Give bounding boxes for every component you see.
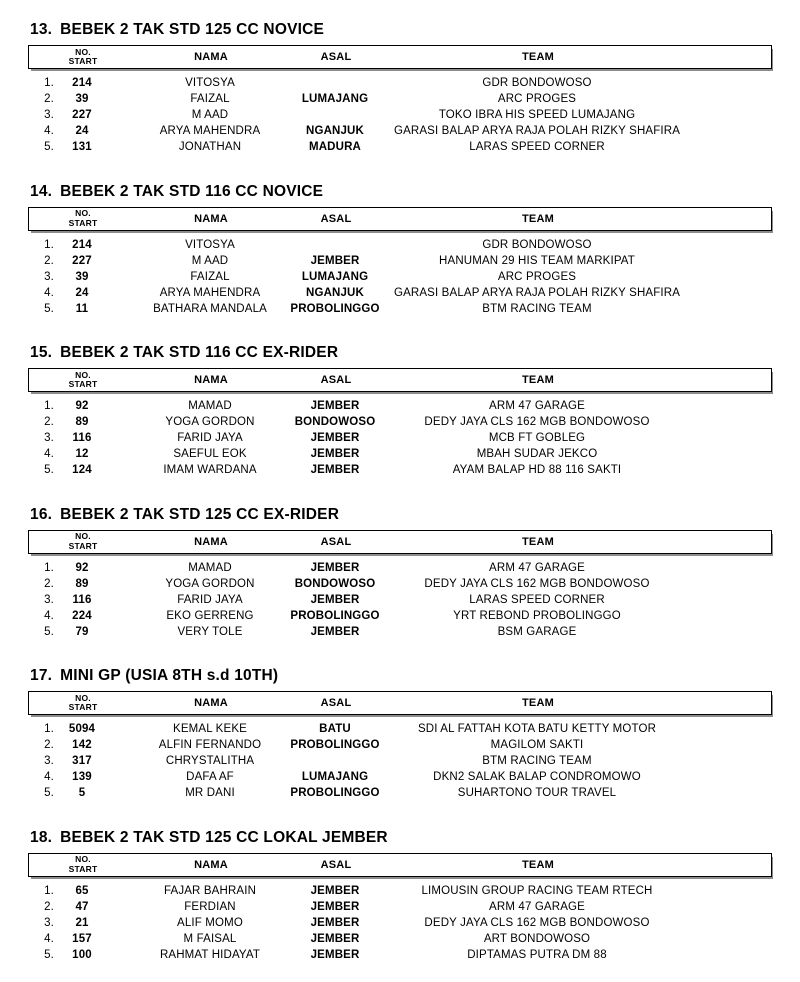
cell-row-number: 2. <box>44 900 54 913</box>
cell-row-number: 2. <box>44 577 54 590</box>
cell-start-number: 227 <box>72 254 92 267</box>
table-body <box>28 721 772 801</box>
table-row <box>28 769 772 785</box>
cell-team: LIMOUSIN GROUP RACING TEAM RTECH <box>421 884 653 897</box>
table-row <box>28 915 772 931</box>
table-row <box>28 737 772 753</box>
cell-row-number: 4. <box>44 448 54 460</box>
table-row <box>28 753 772 769</box>
cell-rider-name: MR DANI <box>185 787 235 799</box>
cell-row-number: 1. <box>44 723 54 735</box>
cell-start-number: 5094 <box>68 723 96 735</box>
cell-row-number: 2. <box>44 416 54 428</box>
table-body <box>28 883 772 963</box>
cell-row-number: 1. <box>44 77 54 89</box>
cell-row-number: 3. <box>44 593 54 606</box>
cell-rider-name: FAIZAL <box>190 93 230 105</box>
column-header-asal: ASAL <box>320 697 352 709</box>
column-header-nama: NAMA <box>194 374 228 386</box>
table-row <box>28 75 772 91</box>
cell-row-number: 2. <box>44 254 54 267</box>
cell-team: DIPTAMAS PUTRA DM 88 <box>467 948 607 961</box>
table-row <box>28 899 772 915</box>
column-header-asal: ASAL <box>320 212 352 225</box>
table-row <box>28 462 772 478</box>
table-row <box>28 883 772 899</box>
section-title-text: BEBEK 2 TAK STD 116 CC NOVICE <box>60 182 324 200</box>
cell-team: SDI AL FATTAH KOTA BATU KETTY MOTOR <box>417 723 657 735</box>
table-row <box>28 301 772 317</box>
cell-row-number: 5. <box>44 625 54 638</box>
cell-rider-name: ARYA MAHENDRA <box>159 286 261 299</box>
race-class-section <box>28 344 772 478</box>
column-header-team: TEAM <box>522 858 554 871</box>
cell-team: ARM 47 GARAGE <box>489 561 585 574</box>
table-row <box>28 785 772 801</box>
table-row <box>28 253 772 269</box>
cell-rider-name: FERDIAN <box>184 900 236 913</box>
cell-origin: JEMBER <box>310 900 360 913</box>
cell-origin: JEMBER <box>310 593 360 606</box>
cell-row-number: 5. <box>44 948 54 961</box>
cell-rider-name: DAFA AF <box>186 771 234 783</box>
cell-team: SUHARTONO TOUR TRAVEL <box>457 787 617 799</box>
cell-row-number: 3. <box>44 109 54 121</box>
cell-team: DEDY JAYA CLS 162 MGB BONDOWOSO <box>424 577 650 590</box>
column-header-start: START <box>68 863 98 874</box>
cell-team: MBAH SUDAR JEKCO <box>476 448 598 460</box>
cell-row-number: 4. <box>44 771 54 783</box>
column-header-no-start <box>59 48 107 67</box>
cell-origin: JEMBER <box>310 432 360 444</box>
cell-origin: NGANJUK <box>306 286 364 299</box>
cell-rider-name: M AAD <box>191 109 229 121</box>
cell-rider-name: KEMAL KEKE <box>173 723 247 735</box>
cell-team: ARM 47 GARAGE <box>489 900 585 913</box>
cell-start-number: 47 <box>75 900 89 913</box>
cell-rider-name: BATHARA MANDALA <box>153 302 267 315</box>
cell-rider-name: M AAD <box>191 254 229 267</box>
cell-start-number: 12 <box>75 448 89 460</box>
table-row <box>28 123 772 139</box>
cell-start-number: 131 <box>72 141 92 153</box>
cell-start-number: 116 <box>72 593 92 606</box>
table-row <box>28 285 772 301</box>
cell-origin: JEMBER <box>310 254 360 267</box>
cell-team: GDR BONDOWOSO <box>482 238 592 251</box>
section-number: 18. <box>30 828 53 846</box>
section-title-text: BEBEK 2 TAK STD 125 CC NOVICE <box>60 21 325 38</box>
cell-rider-name: VITOSYA <box>185 238 235 251</box>
cell-team: BTM RACING TEAM <box>482 302 592 315</box>
cell-origin: PROBOLINGGO <box>290 302 380 315</box>
cell-origin: BONDOWOSO <box>294 577 376 590</box>
cell-row-number: 4. <box>44 609 54 622</box>
column-header-no: NO. <box>75 46 91 57</box>
table-row <box>28 91 772 107</box>
table-header-row <box>28 45 772 69</box>
section-title <box>30 344 772 360</box>
cell-team: ARM 47 GARAGE <box>489 400 585 412</box>
cell-start-number: 317 <box>72 755 92 767</box>
cell-start-number: 157 <box>72 932 92 945</box>
column-header-no-start <box>59 532 107 551</box>
cell-rider-name: FARID JAYA <box>177 593 243 606</box>
section-title-text: BEBEK 2 TAK STD 125 CC EX-RIDER <box>60 505 340 523</box>
cell-start-number: 65 <box>75 884 89 897</box>
section-number: 17. <box>30 667 53 684</box>
cell-start-number: 116 <box>72 432 92 444</box>
cell-rider-name: M FAISAL <box>183 932 237 945</box>
cell-start-number: 11 <box>75 302 89 315</box>
cell-row-number: 5. <box>44 787 54 799</box>
column-header-asal: ASAL <box>320 374 352 386</box>
cell-origin: BATU <box>319 723 351 735</box>
column-header-no: NO. <box>75 369 91 380</box>
table-row <box>28 624 772 640</box>
table-header-row <box>28 207 772 231</box>
table-row <box>28 398 772 414</box>
table-row <box>28 430 772 446</box>
cell-start-number: 214 <box>72 77 92 89</box>
section-number: 13. <box>30 21 53 38</box>
cell-start-number: 24 <box>75 286 89 299</box>
table-row <box>28 107 772 123</box>
cell-row-number: 5. <box>44 302 54 315</box>
cell-row-number: 1. <box>44 561 54 574</box>
cell-origin: PROBOLINGGO <box>290 739 380 751</box>
cell-rider-name: ALIF MOMO <box>177 916 243 929</box>
column-header-start: START <box>68 540 98 551</box>
cell-rider-name: SAEFUL EOK <box>173 448 247 460</box>
race-class-section <box>28 506 772 640</box>
cell-origin: JEMBER <box>310 884 360 897</box>
section-title <box>30 667 772 683</box>
cell-start-number: 139 <box>72 771 92 783</box>
cell-origin: JEMBER <box>310 948 360 961</box>
column-header-team: TEAM <box>522 535 554 548</box>
column-header-start: START <box>68 702 98 712</box>
cell-rider-name: VITOSYA <box>185 77 235 89</box>
table-header-row <box>28 853 772 877</box>
table-row <box>28 414 772 430</box>
column-header-nama: NAMA <box>194 212 228 225</box>
table-body <box>28 398 772 478</box>
column-header-nama: NAMA <box>194 535 228 548</box>
cell-start-number: 224 <box>72 609 92 622</box>
cell-team: MAGILOM SAKTI <box>490 739 584 751</box>
table-header-row <box>28 691 772 715</box>
cell-start-number: 124 <box>72 464 92 476</box>
cell-origin: PROBOLINGGO <box>290 609 380 622</box>
cell-start-number: 214 <box>72 238 92 251</box>
cell-row-number: 2. <box>44 93 54 105</box>
column-header-no-start <box>59 209 107 228</box>
cell-start-number: 5 <box>78 787 86 799</box>
cell-team: GDR BONDOWOSO <box>482 77 592 89</box>
section-title <box>30 21 772 37</box>
column-header-team: TEAM <box>522 212 554 225</box>
cell-team: LARAS SPEED CORNER <box>469 141 605 153</box>
cell-row-number: 4. <box>44 125 54 137</box>
section-title <box>30 183 772 199</box>
cell-start-number: 100 <box>72 948 92 961</box>
table-row <box>28 139 772 155</box>
cell-start-number: 142 <box>72 739 92 751</box>
cell-row-number: 4. <box>44 286 54 299</box>
column-header-asal: ASAL <box>320 535 352 548</box>
cell-rider-name: YOGA GORDON <box>165 416 255 428</box>
cell-team: DEDY JAYA CLS 162 MGB BONDOWOSO <box>424 916 650 929</box>
table-row <box>28 608 772 624</box>
cell-origin: LUMAJANG <box>301 93 369 105</box>
table-row <box>28 560 772 576</box>
section-title-text: BEBEK 2 TAK STD 125 CC LOKAL JEMBER <box>60 828 388 846</box>
cell-team: HANUMAN 29 HIS TEAM MARKIPAT <box>439 254 635 267</box>
table-body <box>28 237 772 317</box>
column-header-no: NO. <box>75 692 91 703</box>
cell-team: AYAM BALAP HD 88 116 SAKTI <box>452 464 622 476</box>
cell-team: BSM GARAGE <box>497 625 577 638</box>
column-header-no: NO. <box>75 208 91 218</box>
cell-origin: JEMBER <box>310 464 360 476</box>
cell-rider-name: IMAM WARDANA <box>163 464 257 476</box>
cell-rider-name: EKO GERRENG <box>166 609 254 622</box>
cell-team: MCB FT GOBLEG <box>488 432 586 444</box>
cell-start-number: 24 <box>75 125 89 137</box>
cell-start-number: 79 <box>75 625 89 638</box>
cell-origin: JEMBER <box>310 561 360 574</box>
column-header-team: TEAM <box>522 697 554 709</box>
cell-origin: MADURA <box>309 141 362 153</box>
column-header-team: TEAM <box>522 51 554 63</box>
cell-team: ARC PROGES <box>497 93 577 105</box>
cell-start-number: 39 <box>75 93 89 105</box>
cell-team: DKN2 SALAK BALAP CONDROMOWO <box>433 771 641 783</box>
column-header-start: START <box>68 56 98 66</box>
cell-rider-name: FAIZAL <box>190 270 230 283</box>
cell-team: ARC PROGES <box>497 270 577 283</box>
cell-row-number: 1. <box>44 884 54 897</box>
column-header-asal: ASAL <box>320 858 352 871</box>
table-row <box>28 576 772 592</box>
cell-rider-name: FARID JAYA <box>177 432 243 444</box>
cell-rider-name: RAHMAT HIDAYAT <box>159 948 261 961</box>
table-header-row <box>28 530 772 554</box>
cell-row-number: 3. <box>44 270 54 283</box>
cell-start-number: 89 <box>75 577 89 590</box>
cell-start-number: 39 <box>75 270 89 283</box>
cell-origin: LUMAJANG <box>301 270 369 283</box>
cell-start-number: 21 <box>75 916 89 929</box>
table-row <box>28 446 772 462</box>
cell-team: LARAS SPEED CORNER <box>469 593 605 606</box>
column-header-start: START <box>68 379 98 389</box>
cell-origin: JEMBER <box>310 625 360 638</box>
column-header-no: NO. <box>75 531 91 541</box>
cell-team: YRT REBOND PROBOLINGGO <box>453 609 621 622</box>
cell-row-number: 4. <box>44 932 54 945</box>
cell-team: TOKO IBRA HIS SPEED LUMAJANG <box>438 109 636 121</box>
cell-rider-name: YOGA GORDON <box>165 577 255 590</box>
race-class-section <box>28 183 772 317</box>
cell-row-number: 3. <box>44 432 54 444</box>
table-row <box>28 947 772 963</box>
cell-row-number: 1. <box>44 400 54 412</box>
cell-origin: PROBOLINGGO <box>290 787 380 799</box>
table-body <box>28 75 772 155</box>
cell-rider-name: JONATHAN <box>178 141 242 153</box>
race-class-section <box>28 667 772 801</box>
race-class-section <box>28 829 772 963</box>
column-header-no: NO. <box>75 854 91 864</box>
column-header-team: TEAM <box>522 374 554 386</box>
table-row <box>28 237 772 253</box>
cell-rider-name: MAMAD <box>188 400 232 412</box>
section-title <box>30 829 772 845</box>
cell-team: ART BONDOWOSO <box>483 932 591 945</box>
table-body <box>28 560 772 640</box>
cell-start-number: 92 <box>75 400 89 412</box>
cell-origin: NGANJUK <box>306 125 364 137</box>
column-header-no-start <box>59 855 107 874</box>
cell-origin: JEMBER <box>310 932 360 945</box>
cell-team: DEDY JAYA CLS 162 MGB BONDOWOSO <box>424 416 650 428</box>
section-number: 16. <box>30 505 53 523</box>
cell-rider-name: ARYA MAHENDRA <box>159 125 261 137</box>
table-row <box>28 721 772 737</box>
cell-origin: LUMAJANG <box>301 771 369 783</box>
cell-row-number: 2. <box>44 739 54 751</box>
cell-start-number: 89 <box>75 416 89 428</box>
table-row <box>28 269 772 285</box>
cell-row-number: 3. <box>44 916 54 929</box>
cell-start-number: 92 <box>75 561 89 574</box>
cell-row-number: 3. <box>44 755 54 767</box>
cell-origin: JEMBER <box>310 448 360 460</box>
cell-team: GARASI BALAP ARYA RAJA POLAH RIZKY SHAFIRA <box>393 125 681 137</box>
entry-list-document <box>0 21 800 963</box>
section-title <box>30 506 772 522</box>
column-header-no-start <box>59 694 107 713</box>
cell-rider-name: ALFIN FERNANDO <box>158 739 262 751</box>
cell-row-number: 5. <box>44 464 54 476</box>
column-header-nama: NAMA <box>194 51 228 63</box>
column-header-start: START <box>68 217 98 228</box>
cell-rider-name: MAMAD <box>188 561 232 574</box>
column-header-nama: NAMA <box>194 697 228 709</box>
cell-team: BTM RACING TEAM <box>482 755 592 767</box>
column-header-nama: NAMA <box>194 858 228 871</box>
cell-start-number: 227 <box>72 109 92 121</box>
column-header-no-start <box>59 371 107 390</box>
cell-row-number: 1. <box>44 238 54 251</box>
cell-team: GARASI BALAP ARYA RAJA POLAH RIZKY SHAFIRA <box>393 286 681 299</box>
race-class-section <box>28 21 772 155</box>
section-number: 15. <box>30 344 53 361</box>
section-title-text: BEBEK 2 TAK STD 116 CC EX-RIDER <box>60 344 339 361</box>
section-number: 14. <box>30 182 53 200</box>
cell-row-number: 5. <box>44 141 54 153</box>
cell-origin: JEMBER <box>310 916 360 929</box>
cell-origin: BONDOWOSO <box>294 416 376 428</box>
table-row <box>28 931 772 947</box>
section-title-text: MINI GP (USIA 8TH s.d 10TH) <box>60 667 279 684</box>
cell-origin: JEMBER <box>310 400 360 412</box>
table-row <box>28 592 772 608</box>
cell-rider-name: FAJAR BAHRAIN <box>163 884 257 897</box>
table-header-row <box>28 368 772 392</box>
cell-rider-name: VERY TOLE <box>177 625 243 638</box>
column-header-asal: ASAL <box>320 51 352 63</box>
cell-rider-name: CHRYSTALITHA <box>165 755 255 767</box>
